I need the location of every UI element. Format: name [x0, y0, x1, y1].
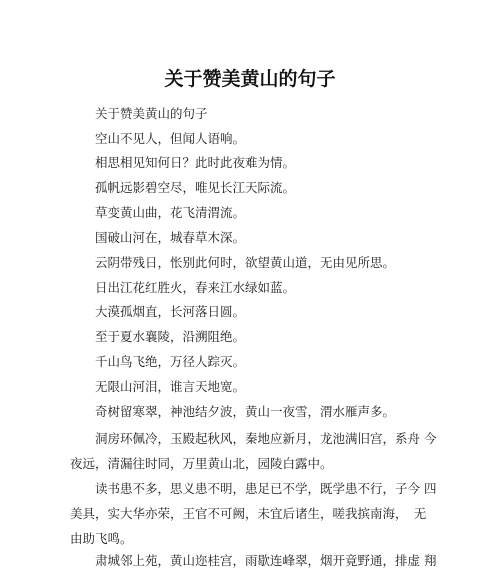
text-line: 千山鸟飞绝，万径人踪灭。: [95, 354, 246, 369]
paragraph-row: 美具，实大华亦荣，王官不可阙，未宜后诸生，嗟我摈南海， 无: [70, 506, 427, 521]
paragraph: [70, 548, 437, 573]
text-line: 关于赞美黄山的句子: [95, 106, 208, 121]
text-line: 相思相见知何日？此时此夜难为情。: [95, 155, 296, 170]
paragraph-row: 读书患不多，思义患不明，患足已不学，既学患不行，子今 四: [95, 481, 437, 496]
paragraph-row: 由助飞鸣。: [70, 531, 133, 546]
text-line: 日出江花红胜火，春来江水绿如蓝。: [95, 280, 296, 295]
text-line: 草变黄山曲，花飞清渭流。: [95, 205, 246, 220]
text-line: 无限山河泪，谁言天地宽。: [95, 379, 246, 394]
text-line: 云阴带残日，怅别此何时，欲望黄山道，无由见所思。: [95, 255, 396, 270]
text-line: 孤帆远影碧空尽，唯见长江天际流。: [95, 180, 296, 195]
text-line: 国破山河在，城春草木深。: [95, 230, 246, 245]
text-line: 至于夏水襄陵，沿溯阻绝。: [95, 329, 246, 344]
paragraph-row: 肃城邻上苑，黄山迩桂宫，雨歇连峰翠，烟开竟野通，排虚 翔: [95, 553, 437, 568]
page-title: 关于赞美黄山的句子: [164, 68, 336, 90]
text-line: 空山不见人，但闻人语响。: [95, 131, 246, 146]
paragraph-row: 夜远，清漏往时同，万里黄山北，园陵白露中。: [70, 456, 333, 471]
paragraph-row: 洞房环佩冷，玉殿起秋风，秦地应新月，龙池满旧宫，系舟 今: [95, 431, 437, 446]
paragraph: [70, 476, 437, 551]
text-line: 奇树留寒翠，神池结夕波，黄山一夜雪，渭水雁声多。: [95, 404, 396, 419]
paragraph: [70, 426, 437, 476]
text-line: 大漠孤烟直，长河落日圆。: [95, 304, 246, 319]
